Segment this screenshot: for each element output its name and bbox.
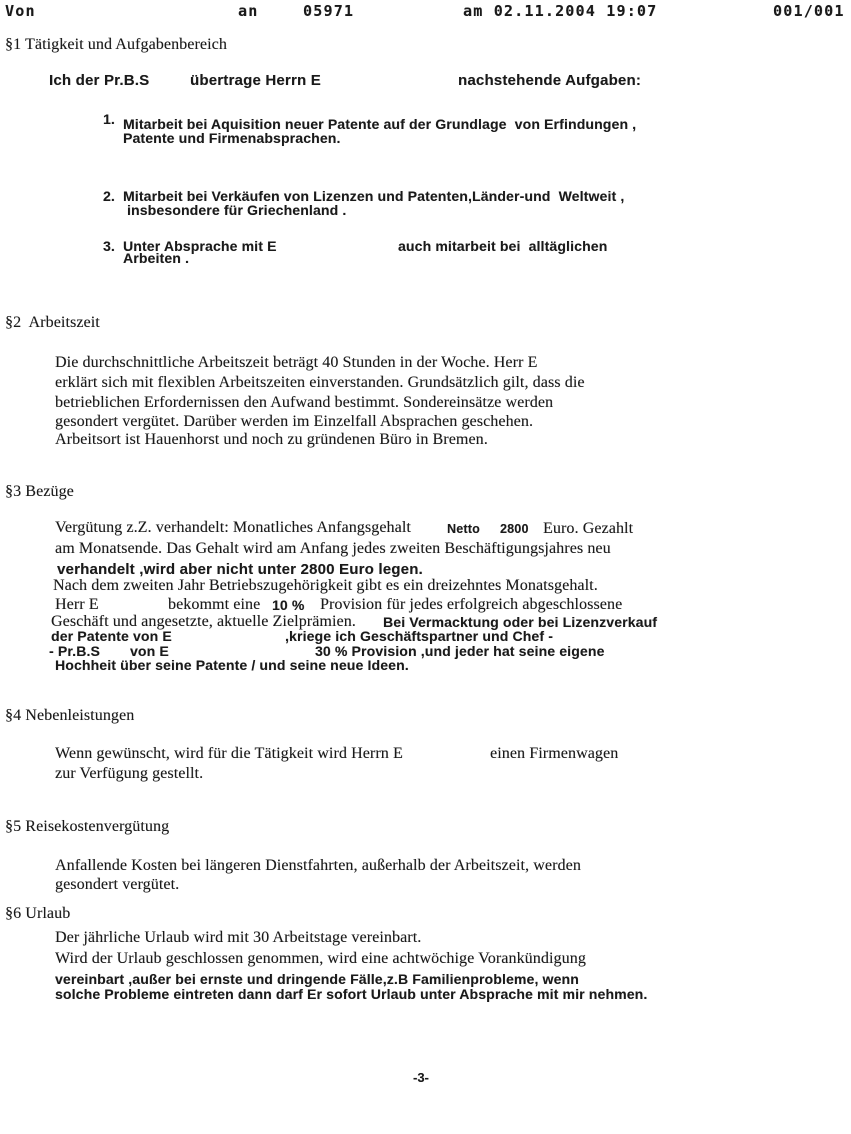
section-2-text: Arbeitsort ist Hauenhorst und noch zu gründenen Büro in Bremen. <box>55 431 488 448</box>
list-item-text: auch mitarbeit bei alltäglichen <box>398 238 608 254</box>
section-6-text: Wird der Urlaub geschlossen genommen, wird eine achtwöchige Vorankündigung <box>55 950 586 967</box>
fax-header-from-label: Von <box>5 2 36 20</box>
section-3-text: Vergütung z.Z. verhandelt: Monatliches Anfangsgehalt <box>55 519 411 536</box>
section-3-text: am Monatsende. Das Gehalt wird am Anfang jedes zweiten Beschäftigungsjahres neu <box>55 540 611 557</box>
section-5-heading: §5 Reisekostenvergütung <box>5 818 170 835</box>
section-6-text: solche Probleme eintreten dann darf Er sofort Urlaub unter Absprache mit mir nehmen. <box>55 986 648 1002</box>
fax-header-number: 05971 <box>303 2 355 20</box>
section-3-text: Hochheit über seine Patente / und seine neue Ideen. <box>55 657 409 673</box>
section-3-text: Netto <box>447 522 480 536</box>
fax-header-datetime: am 02.11.2004 19:07 <box>463 2 658 20</box>
section-3-text: Geschäft und angesetzte, aktuelle Zielprämien. <box>51 613 356 630</box>
section-3-text: Herr E <box>55 596 99 613</box>
fax-header-to-label: an <box>238 2 259 20</box>
fax-header-page-count: 001/001 <box>773 2 845 20</box>
list-item-number: 3. <box>103 238 115 254</box>
section-3-text: Provision für jedes erfolgreich abgeschlossene <box>320 596 623 613</box>
section-6-text: Der jährliche Urlaub wird mit 30 Arbeitstage vereinbart. <box>55 929 422 946</box>
list-item-text: insbesondere für Griechenland . <box>127 202 347 218</box>
section-3-text: - Pr.B.S <box>49 643 100 659</box>
section-3-text: ,kriege ich Geschäftspartner und Chef - <box>285 628 554 644</box>
list-item-text: Patente und Firmenabsprachen. <box>123 130 341 146</box>
section-6-heading: §6 Urlaub <box>5 905 71 922</box>
section-3-text: Nach dem zweiten Jahr Betriebszugehörigkeit gibt es ein dreizehntes Monatsgehalt. <box>53 577 598 594</box>
section-4-text: Wenn gewünscht, wird für die Tätigkeit wird Herrn E <box>55 745 403 762</box>
section-3-text: bekommt eine <box>168 596 261 613</box>
section-3-text: der Patente von E <box>51 628 172 644</box>
section-2-text: betrieblichen Erfordernissen den Aufwand bestimmt. Sondereinsätze werden <box>55 394 554 411</box>
section-3-heading: §3 Bezüge <box>5 483 74 500</box>
section-2-text: gesondert vergütet. Darüber werden im Einzelfall Absprachen geschehen. <box>55 413 534 430</box>
section-4-text: zur Verfügung gestellt. <box>55 765 204 782</box>
list-item-text: Arbeiten . <box>123 250 190 266</box>
section-3-text: 30 % Provision ,und jeder hat seine eigene <box>315 643 605 659</box>
section-3-text: von E <box>130 643 169 659</box>
list-item-text: Mitarbeit bei Aquisition neuer Patente auf der Grundlage von Erfindungen , <box>123 116 637 132</box>
section-5-text: gesondert vergütet. <box>55 876 180 893</box>
list-item-number: 2. <box>103 188 115 204</box>
section-1-intro: übertrage Herrn E <box>190 72 321 89</box>
list-item-text: Mitarbeit bei Verkäufen von Lizenzen und Patenten,Länder-und Weltweit , <box>123 188 625 204</box>
section-4-text: einen Firmenwagen <box>490 745 619 762</box>
section-2-text: erklärt sich mit flexiblen Arbeitszeiten einverstanden. Grundsätzlich gilt, dass die <box>55 374 585 391</box>
section-3-text: 10 % <box>272 597 305 613</box>
list-item-text: Unter Absprache mit E <box>123 238 277 254</box>
section-1-intro: Ich der Pr.B.S <box>49 72 150 89</box>
list-item-number: 1. <box>103 111 115 127</box>
section-3-text: Bei Vermacktung oder bei Lizenzverkauf <box>383 614 658 630</box>
section-2-heading: §2 Arbeitszeit <box>5 314 100 331</box>
section-6-text: vereinbart ,außer bei ernste und dringende Fälle,z.B Familienprobleme, wenn <box>55 971 579 987</box>
section-4-heading: §4 Nebenleistungen <box>5 707 135 724</box>
page-number: -3- <box>413 1070 429 1085</box>
section-3-text: 2800 <box>500 522 529 536</box>
section-3-text: verhandelt ,wird aber nicht unter 2800 Euro legen. <box>57 561 423 578</box>
section-5-text: Anfallende Kosten bei längeren Dienstfahrten, außerhalb der Arbeitszeit, werden <box>55 857 581 874</box>
section-1-intro: nachstehende Aufgaben: <box>458 72 642 89</box>
section-2-text: Die durchschnittliche Arbeitszeit beträgt 40 Stunden in der Woche. Herr E <box>55 354 538 371</box>
section-3-text: Euro. Gezahlt <box>543 520 634 537</box>
section-1-heading: §1 Tätigkeit und Aufgabenbereich <box>5 36 227 53</box>
